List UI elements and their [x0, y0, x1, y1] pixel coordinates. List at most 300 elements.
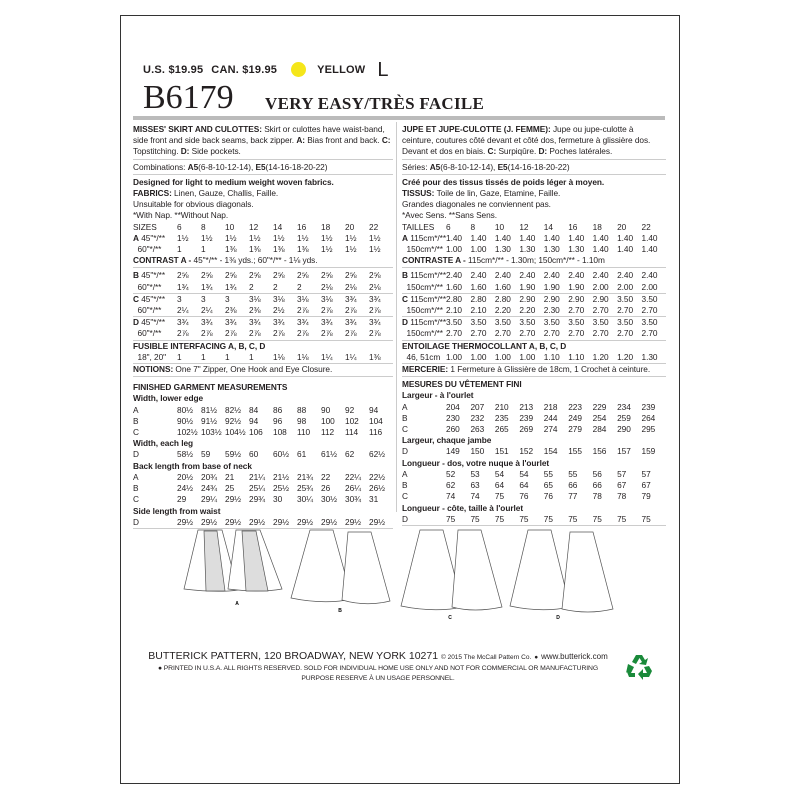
table-cell: 25½ [273, 483, 289, 494]
color-dot-icon [291, 62, 306, 77]
view-d-sketch [510, 530, 613, 612]
row-label [402, 270, 446, 281]
text-line [133, 438, 393, 449]
row-label [402, 352, 446, 363]
table-cell: 2.90 [519, 293, 536, 304]
table-cell: 76 [519, 491, 529, 502]
table-cell: 22¼ [345, 471, 361, 482]
row-label [133, 416, 177, 427]
table-cell: 249 [568, 412, 582, 423]
table-cell: 1¾ [225, 281, 237, 292]
text-segment: D: [180, 146, 192, 157]
table-cell: 1.40 [617, 244, 634, 255]
table-cell: 2.80 [446, 293, 462, 304]
table-cell: 151 [494, 446, 509, 457]
table-cell: 2.70 [568, 328, 585, 339]
size-letter: L [377, 58, 389, 81]
table-cell: 1.00 [470, 351, 487, 362]
text-segment: Combinations: [133, 161, 188, 172]
table-cell: 1½ [369, 244, 381, 255]
table-row [133, 352, 393, 364]
table-cell: 1.30 [543, 244, 560, 255]
view-d-label: D [556, 615, 560, 621]
table-cell: 207 [470, 401, 485, 412]
table-cell: 116 [369, 427, 383, 438]
footer: BUTTERICK PATTERN, 120 BROADWAY, NEW YORK 10271 © 2015 The McCall Pattern Co. ● www.butterick.com ● PRINTED IN U.S.A. ALL RIGHTS RESERVED. SOLD FOR INDIVIDUAL HOME USE ONLY AND NOT FOR COMMERCIAL OR MANUFACTURING PURPOSE RESERVE À UN USAGE PERSONNEL. [133, 650, 623, 682]
row-label [402, 328, 446, 339]
row-label-text: 115cm*/** [407, 232, 447, 243]
text-segment: One 7" Zipper, One Hook and Eye Closure. [175, 364, 333, 375]
table-cell: 29 [177, 494, 187, 505]
table-cell: 1 [249, 351, 254, 362]
table-cell: 3.50 [641, 293, 658, 304]
table-cell: 55 [568, 468, 578, 479]
text-segment: C: [381, 135, 391, 146]
table-cell: 1.30 [494, 244, 511, 255]
table-cell: 1 [225, 351, 230, 362]
row-label-text: C [133, 427, 139, 438]
view-letter: B [402, 270, 408, 281]
table-cell: 82½ [225, 404, 241, 415]
text-line [402, 390, 666, 401]
table-cell: 3.50 [617, 293, 634, 304]
table-cell: 232 [470, 412, 485, 423]
row-label [133, 244, 177, 255]
table-cell: 204 [446, 401, 460, 412]
table-cell: 30¼ [297, 494, 313, 505]
row-label-text: 60"*/** [133, 281, 162, 292]
row-label-text: 60"*/** [133, 328, 162, 339]
table-cell: 2.70 [592, 328, 609, 339]
text-line [133, 177, 393, 188]
table-cell: 102 [345, 415, 359, 426]
table-row [133, 270, 393, 281]
row-label [402, 413, 446, 424]
text-line [402, 379, 666, 390]
text-segment: Width, each leg [133, 438, 194, 449]
table-cell: 2⅞ [225, 328, 237, 339]
table-cell: 2⅞ [369, 305, 381, 316]
text-segment: Unsuitable for obvious diagonals. [133, 199, 254, 210]
table-cell: 1.60 [470, 281, 487, 292]
text-segment: 1 Fermeture à Glissière de 18cm, 1 Crochet à ceinture. [450, 364, 651, 375]
row-label [133, 427, 177, 438]
table-cell: 8 [470, 221, 476, 232]
table-row [133, 317, 393, 328]
table-cell: 274 [543, 424, 558, 435]
table-cell: 18 [592, 221, 602, 232]
table-cell: 77 [568, 491, 578, 502]
row-label [402, 402, 446, 413]
text-line [402, 162, 666, 175]
table-cell: 103½ [201, 427, 222, 438]
table-cell: 74 [470, 491, 480, 502]
table-cell: 2⅝ [369, 270, 381, 281]
table-cell: 75 [568, 513, 578, 524]
table-cell: 1.40 [543, 232, 560, 243]
table-cell: 112 [321, 427, 335, 438]
text-segment: Side length from waist [133, 505, 221, 516]
table-cell: 3⅛ [321, 293, 333, 304]
table-cell: 22½ [369, 471, 385, 482]
text-line [133, 210, 393, 221]
table-cell: 2.00 [641, 281, 658, 292]
text-line [133, 461, 393, 472]
row-label-text: 45"*/** [138, 270, 166, 281]
table-cell: 61 [297, 449, 307, 460]
table-cell: 3.50 [470, 317, 487, 328]
table-cell: 3⅛ [297, 293, 309, 304]
row-label-text: 45"*/** [138, 293, 166, 304]
text-segment: ENTOILAGE THERMOCOLLANT A, B, C, D [402, 340, 567, 351]
text-segment: FUSIBLE INTERFACING A, B, C, D [133, 340, 266, 351]
table-cell: 10 [494, 221, 505, 232]
table-cell: 254 [592, 412, 607, 423]
recycle-icon [626, 652, 654, 680]
table-cell: 1 [201, 351, 206, 362]
row-label-text: B [133, 483, 139, 494]
row-label-text: A [133, 471, 139, 482]
view-letter: D [133, 317, 139, 328]
text-segment: E5 [255, 161, 266, 172]
table-cell: 30¾ [345, 494, 361, 505]
table-cell: 2⅞ [297, 328, 309, 339]
row-label-text: A [402, 468, 408, 479]
table-cell: 16 [297, 221, 307, 232]
text-line [133, 341, 393, 352]
table-cell: 84 [249, 404, 259, 415]
table-cell: 1.40 [641, 232, 658, 243]
row-label [402, 305, 446, 316]
row-label [133, 294, 177, 305]
table-cell: 1.30 [519, 244, 536, 255]
table-cell: 1½ [369, 232, 381, 243]
table-cell: 66 [568, 480, 578, 491]
table-cell: 24¾ [201, 483, 217, 494]
row-label-text: 115cm*/** [407, 317, 447, 328]
text-segment: E5 [497, 161, 508, 172]
table-cell: 2⅝ [177, 270, 189, 281]
text-segment: Toile de lin, Gaze, Etamine, Faille. [436, 188, 561, 199]
table-cell: 21 [225, 471, 235, 482]
row-label [133, 472, 177, 483]
table-cell: 1.40 [592, 232, 609, 243]
table-cell: 2⅞ [321, 328, 333, 339]
table-cell: 55 [543, 468, 553, 479]
table-row [402, 413, 666, 424]
table-cell: 229 [592, 401, 607, 412]
table-cell: 1⅜ [249, 244, 261, 255]
table-cell: 18 [321, 221, 331, 232]
table-cell: 3¾ [297, 317, 309, 328]
table-cell: 2⅜ [225, 305, 237, 316]
table-cell: 1⅜ [297, 244, 309, 255]
table-cell: 1.00 [446, 351, 462, 362]
table-cell: 218 [543, 401, 558, 412]
view-letter: A [133, 232, 139, 243]
table-cell: 2.10 [470, 305, 487, 316]
table-cell: 21½ [273, 471, 289, 482]
table-row [133, 282, 393, 294]
table-cell: 265 [494, 424, 509, 435]
table-row [402, 491, 666, 502]
table-cell: 210 [494, 401, 509, 412]
table-cell: 30½ [321, 494, 337, 505]
view-c-label: C [448, 615, 452, 621]
table-cell: 104½ [225, 427, 246, 438]
table-cell: 26½ [369, 483, 385, 494]
table-cell: 1½ [177, 232, 189, 243]
view-a-label: A [235, 601, 239, 607]
table-cell: 1⅜ [273, 244, 285, 255]
table-cell: 1¾ [201, 281, 213, 292]
row-label-text: TAILLES [402, 221, 435, 232]
table-cell: 2¼ [201, 305, 213, 316]
table-row [402, 352, 666, 364]
row-label-text: 150cm*/** [402, 281, 443, 292]
table-cell: 2⅞ [249, 328, 261, 339]
table-row [402, 233, 666, 244]
table-cell: 24½ [177, 483, 193, 494]
row-label-text: D [133, 449, 139, 460]
table-cell: 1.60 [446, 281, 462, 292]
row-label [402, 317, 446, 328]
table-cell: 3.50 [446, 317, 462, 328]
view-letter: A [402, 232, 408, 243]
table-cell: 1.60 [494, 281, 511, 292]
table-cell: 60½ [273, 449, 289, 460]
table-cell: 3¾ [273, 317, 285, 328]
table-cell: 3¾ [201, 317, 213, 328]
table-cell: 1.10 [543, 351, 560, 362]
text-segment: Grandes diagonales ne conviennent pas. [402, 199, 551, 210]
table-cell: 29½ [273, 516, 289, 527]
website-link[interactable]: www.butterick.com [541, 652, 608, 661]
text-segment: *Avec Sens. **Sans Sens. [402, 210, 498, 221]
row-label [133, 494, 177, 505]
table-cell: 62 [345, 449, 355, 460]
price-us: U.S. $19.95 [143, 63, 204, 76]
table-cell: 75 [494, 513, 505, 524]
text-line [402, 364, 666, 377]
row-label [402, 222, 446, 233]
table-cell: 1.40 [641, 244, 658, 255]
table-cell: 2⅞ [345, 305, 357, 316]
table-cell: 2.30 [543, 305, 560, 316]
text-segment: Séries: [402, 161, 430, 172]
table-cell: 149 [446, 446, 460, 457]
table-cell: 2⅞ [369, 328, 381, 339]
table-cell: 1½ [201, 232, 213, 243]
text-segment: Longueur - dos, votre nuque à l'ourlet [402, 457, 550, 468]
table-cell: 2 [297, 281, 302, 292]
table-cell: 269 [519, 424, 534, 435]
row-label-text: B [133, 415, 139, 426]
table-cell: 114 [345, 427, 359, 438]
table-cell: 1.00 [519, 351, 536, 362]
table-cell: 1.90 [543, 281, 560, 292]
table-cell: 58½ [177, 449, 193, 460]
table-cell: 29¼ [201, 494, 217, 505]
table-cell: 1⅛ [297, 351, 309, 362]
table-cell: 1.40 [494, 232, 511, 243]
text-segment: Poches latérales. [549, 146, 613, 157]
text-line [402, 199, 666, 210]
row-label-text: B [402, 412, 408, 423]
table-cell: 2.40 [519, 270, 536, 281]
table-cell: 92½ [225, 415, 241, 426]
text-segment: MERCERIE: [402, 364, 451, 375]
table-cell: 2⅛ [321, 281, 333, 292]
table-cell: 1½ [345, 232, 357, 243]
text-segment: Skirt or culottes have waist-band, side front and side back seams, back zipper. [133, 124, 385, 146]
table-cell: 2.10 [446, 305, 462, 316]
table-cell: 1.40 [446, 232, 462, 243]
table-cell: 75 [592, 513, 602, 524]
table-cell: 2⅞ [345, 328, 357, 339]
text-line [133, 188, 393, 199]
table-cell: 2⅝ [345, 270, 357, 281]
table-row [133, 494, 393, 505]
table-cell: 64 [519, 480, 529, 491]
table-cell: 75 [617, 513, 627, 524]
text-line [133, 364, 393, 377]
table-cell: 74 [446, 491, 456, 502]
table-cell: 26¼ [345, 483, 361, 494]
text-segment: FINISHED GARMENT MEASUREMENTS [133, 382, 288, 393]
text-segment: Designed for light to medium weight woven fabrics. [133, 176, 334, 187]
table-cell: 100 [321, 415, 335, 426]
table-cell: 2⅞ [201, 328, 213, 339]
table-cell: 1⅛ [273, 351, 285, 362]
table-cell: 59 [201, 449, 211, 460]
table-cell: 3.50 [568, 317, 585, 328]
table-cell: 239 [641, 401, 656, 412]
table-cell: 3¾ [345, 293, 357, 304]
table-cell: 3⅛ [273, 293, 285, 304]
table-cell: 63 [470, 480, 480, 491]
text-segment: Surpiqûre. [498, 146, 539, 157]
table-cell: 29½ [297, 516, 313, 527]
row-label [133, 405, 177, 416]
view-letter: C [133, 293, 139, 304]
table-row [133, 294, 393, 305]
table-cell: 62 [446, 480, 456, 491]
table-row [133, 416, 393, 427]
row-label-text: D [402, 446, 408, 457]
table-cell: 2.70 [568, 305, 585, 316]
row-label [402, 469, 446, 480]
table-cell: 80½ [177, 404, 193, 415]
table-cell: 2 [249, 281, 254, 292]
row-label [133, 282, 177, 293]
text-segment: (14-16-18-20-22) [265, 161, 328, 172]
table-cell: 61½ [321, 449, 337, 460]
table-cell: 1.40 [568, 232, 585, 243]
table-cell: 156 [592, 446, 607, 457]
table-cell: 94 [369, 404, 379, 415]
table-cell: 2⅝ [249, 270, 261, 281]
table-cell: 2.40 [470, 270, 487, 281]
table-cell: 152 [519, 446, 534, 457]
row-label [133, 483, 177, 494]
text-line [133, 162, 393, 175]
table-cell: 104 [369, 415, 383, 426]
table-cell: 2⅞ [273, 328, 285, 339]
text-segment: NOTIONS: [133, 364, 176, 375]
table-cell: 96 [273, 415, 283, 426]
table-cell: 12 [519, 221, 529, 232]
table-cell: 29½ [201, 516, 217, 527]
row-label [133, 222, 177, 233]
table-cell: 3.50 [592, 317, 609, 328]
table-cell: 3¾ [177, 317, 189, 328]
text-segment: A5 [187, 161, 199, 172]
pattern-number: B6179 [143, 79, 234, 116]
table-cell: 75 [641, 513, 651, 524]
table-cell: 75 [543, 513, 553, 524]
table-cell: 54 [519, 468, 529, 479]
table-cell: 1 [177, 244, 182, 255]
table-cell: 2.80 [470, 293, 487, 304]
table-cell: 20 [345, 221, 355, 232]
text-line [402, 210, 666, 221]
table-cell: 2.40 [494, 270, 511, 281]
row-label-text: 150cm*/** [402, 328, 443, 339]
table-cell: 3 [225, 293, 230, 304]
table-cell: 2⅛ [369, 281, 381, 292]
text-segment: (14-16-18-20-22) [507, 161, 570, 172]
text-segment: CONTRAST A - [133, 255, 194, 266]
text-segment: *With Nap. **Without Nap. [133, 210, 229, 221]
table-cell: 67 [641, 480, 651, 491]
text-segment: JUPE ET JUPE-CULOTTE (J. FEMME): [402, 124, 553, 134]
text-segment: Longueur - côte, taille à l'ourlet [402, 502, 524, 513]
table-cell: 88 [297, 404, 307, 415]
table-cell: 155 [568, 446, 582, 457]
table-cell: 54 [494, 468, 505, 479]
table-cell: 1½ [345, 244, 357, 255]
table-cell: 2⅞ [321, 305, 333, 316]
french-column [402, 124, 666, 526]
table-cell: 21¼ [249, 471, 265, 482]
table-cell: 2.70 [470, 328, 487, 339]
table-cell: 29½ [177, 516, 193, 527]
table-cell: 2.40 [568, 270, 585, 281]
text-segment: Largeur - à l'ourlet [402, 390, 474, 401]
table-cell: 239 [519, 412, 534, 423]
table-row [402, 294, 666, 305]
table-row [402, 244, 666, 255]
table-cell: 22 [321, 471, 331, 482]
table-cell: 2½ [273, 305, 285, 316]
table-cell: 86 [273, 404, 283, 415]
table-cell: 235 [494, 412, 509, 423]
table-row [402, 222, 666, 233]
table-cell: 1½ [225, 232, 237, 243]
table-cell: 30 [273, 494, 283, 505]
table-cell: 3¾ [225, 317, 237, 328]
table-cell: 64 [494, 480, 505, 491]
table-cell: 1.40 [519, 232, 536, 243]
table-cell: 1.20 [617, 351, 634, 362]
table-cell: 2⅞ [177, 328, 189, 339]
table-cell: 3.50 [543, 317, 560, 328]
table-cell: 2.70 [641, 305, 658, 316]
view-a-sketch [184, 530, 282, 591]
table-cell: 106 [249, 427, 263, 438]
table-cell: 279 [568, 424, 582, 435]
